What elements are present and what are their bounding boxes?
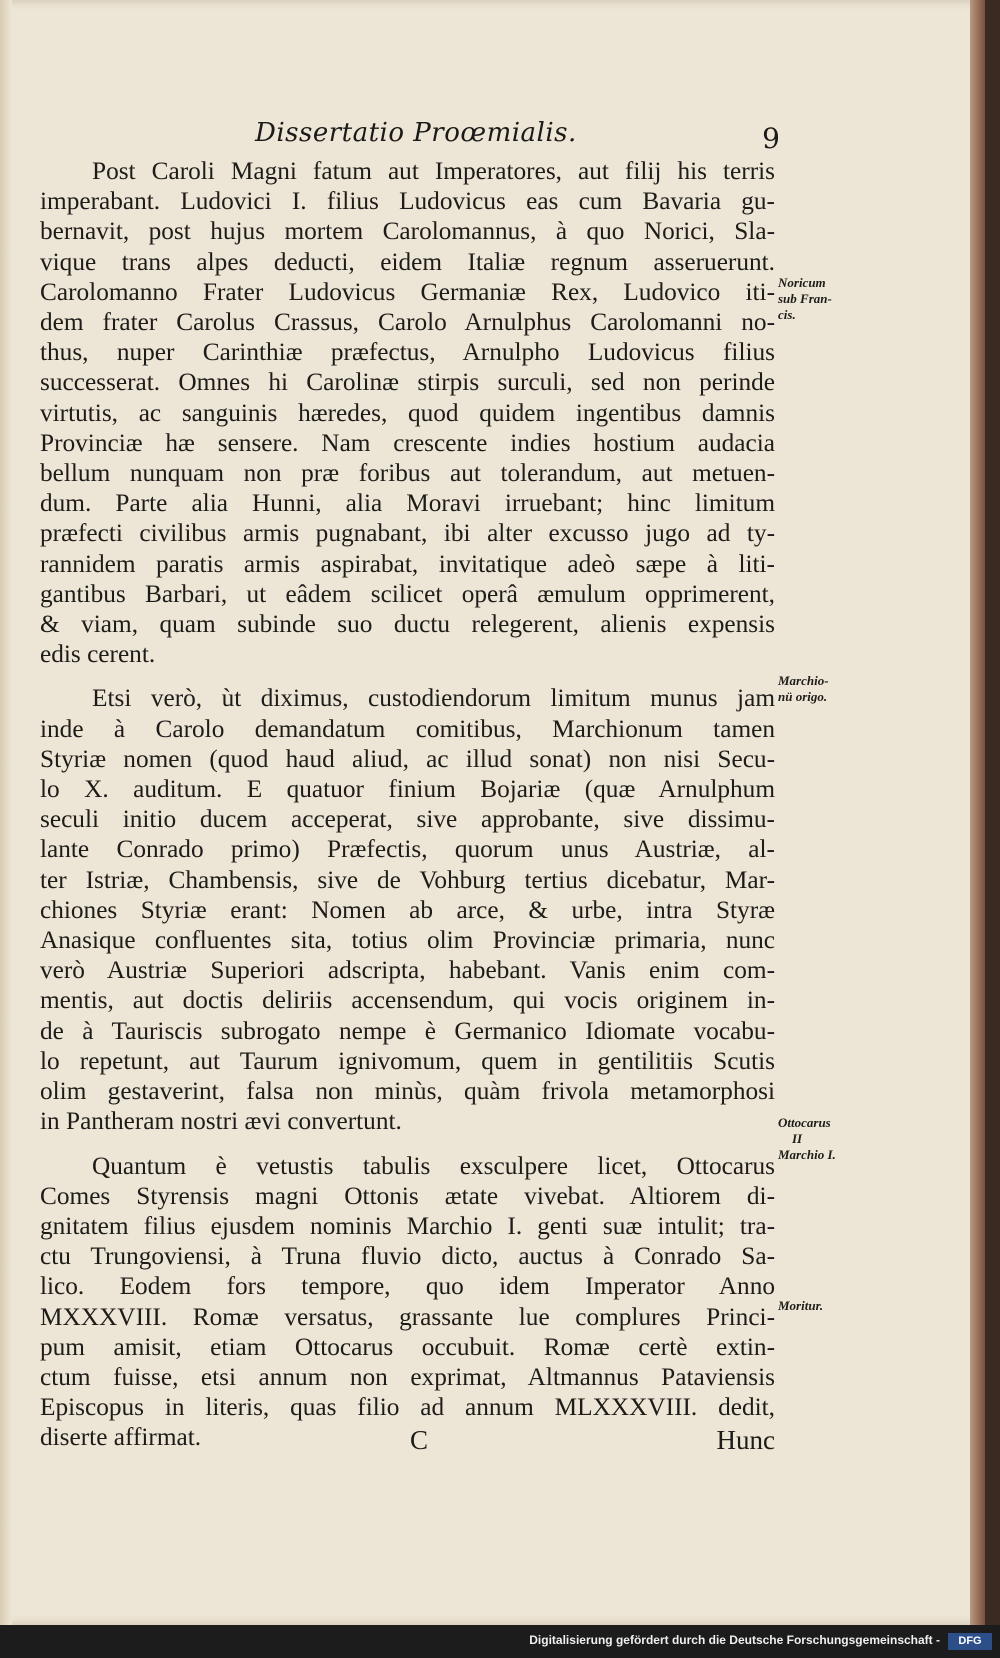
paragraph-2 (40, 683, 775, 1136)
text-line: inde à Carolo demandatum comitibus, Marchionum tamen (40, 714, 775, 743)
footer-credit: Digitalisierung gefördert durch die Deutsche Forschungsgemeinschaft - (529, 1633, 940, 1647)
text-line: thus, nuper Carinthiæ præfectus, Arnulpho Ludovicus filius (40, 338, 775, 367)
text-line: mentis, aut doctis deliriis accensendum, qui vocis originem in- (40, 986, 775, 1015)
dfg-logo[interactable]: DFG (948, 1633, 992, 1650)
text-line: gantibus Barbari, ut eâdem scilicet operâ æmulum opprimerent, (40, 579, 775, 608)
text-line: edis cerent. (40, 640, 156, 669)
text-line: in Pantheram nostri ævi convertunt. (40, 1107, 402, 1136)
text-line: gnitatem filius ejusdem nominis Marchio I. genti suæ intulit; tra- (40, 1211, 775, 1240)
main-text (40, 156, 775, 1467)
marginal-note-marchionum-origo (778, 673, 838, 705)
page-number: 9 (762, 122, 780, 155)
text-line: diserte affirmat. (40, 1423, 202, 1452)
paragraph-3 (40, 1151, 775, 1453)
text-line: Quantum è vetustis tabulis exsculpere licet, Ottocarus (92, 1151, 775, 1180)
text-line: & viam, quam subinde suo ductu relegerent, alienis expensis (40, 610, 775, 639)
text-line: ter Istriæ, Chambensis, sive de Vohburg tertius dicebatur, Mar- (40, 865, 775, 894)
text-line: vique trans alpes deducti, eidem Italiæ regnum asseruerunt. (40, 247, 775, 276)
text-line: olim gestaverint, falsa non minùs, quàm frivola metamorphosi (40, 1077, 775, 1106)
text-line: Comes Styrensis magni Ottonis ætate vivebat. Altiorem di- (40, 1181, 775, 1210)
catchword: Hunc (716, 1425, 775, 1455)
text-line: ctum fuisse, etsi annum non exprimat, Altmannus Pataviensis (40, 1362, 775, 1391)
text-line: pum amisit, etiam Ottocarus occubuit. Romæ certè extin- (40, 1332, 775, 1361)
marginal-line: Noricum (778, 275, 826, 290)
marginal-line: nü origo. (778, 689, 828, 704)
marginal-line: sub Fran- (778, 291, 832, 306)
text-line: Anasique confluentes sita, totius olim Provinciæ primaria, nunc (40, 926, 775, 955)
text-line: de à Tauriscis subrogato nempe è Germanico Idiomate vocabu- (40, 1016, 775, 1045)
marginal-line: Marchio I. (778, 1147, 836, 1162)
text-line: virtutis, ac sanguinis hæredes, quod quidem ingentibus damnis (40, 398, 775, 427)
digitization-footer (0, 1625, 1000, 1658)
text-line: lante Conrado primo) Præfectis, quorum unus Austriæ, al- (40, 835, 775, 864)
page-edge (970, 0, 985, 1625)
page-header (40, 110, 780, 155)
text-line: præfecti civilibus armis pugnabant, ibi alter excusso jugo ad ty- (40, 519, 775, 548)
marginal-note-ottocarus (778, 1115, 838, 1163)
text-line: imperabant. Ludovici I. filius Ludovicus eas cum Bavaria gu- (40, 187, 775, 216)
marginal-line: II (792, 1131, 803, 1146)
text-line: lo X. auditum. E quatuor finium Bojariæ (quæ Arnulphum (40, 775, 775, 804)
marginal-line: Ottocarus (778, 1115, 831, 1130)
text-line: Post Caroli Magni fatum aut Imperatores, aut filij his terris (92, 157, 775, 185)
text-line: successerat. Omnes hi Carolinæ stirpis surculi, sed non perinde (40, 368, 775, 397)
running-title: Dissertatio Proœmialis. (255, 118, 577, 148)
text-line: Carolomanno Frater Ludovicus Germaniæ Rex, Ludovico iti- (40, 277, 775, 306)
text-line: dem frater Carolus Crassus, Carolo Arnulphus Carolomanni no- (40, 308, 775, 337)
text-line: bernavit, post hujus mortem Carolomannus, à quo Norici, Sla- (40, 217, 775, 246)
marginal-line: Marchio- (778, 673, 829, 688)
text-line: Styriæ nomen (quod haud aliud, ac illud sonat) non nisi Secu- (40, 744, 775, 773)
text-line: verò Austriæ Superiori adscripta, habebant. Vanis enim com- (40, 956, 775, 985)
marginal-line: Moritur. (778, 1298, 824, 1313)
page-footer-catchwords (40, 1425, 775, 1465)
marginal-line: cis. (778, 307, 796, 322)
page-gutter (0, 0, 12, 1625)
text-line: bellum nunquam non præ foribus aut tolerandum, aut metuen- (40, 459, 775, 488)
text-line: lo repetunt, aut Taurum ignivomum, quem in gentilitiis Scutis (40, 1046, 775, 1075)
marginal-note-noricum (778, 275, 838, 323)
text-line: Episcopus in literis, quas filio ad annum MLXXXVIII. dedit, (40, 1393, 775, 1422)
text-line: seculi initio ducem acceperat, sive approbante, sive dissimu- (40, 805, 775, 834)
paragraph-1 (40, 156, 775, 669)
text-line: MXXXVIII. Romæ versatus, grassante lue complures Princi- (40, 1302, 775, 1331)
text-line: chiones Styriæ erant: Nomen ab arce, & urbe, intra Styræ (40, 895, 775, 924)
text-line: Etsi verò, ùt diximus, custodiendorum limitum munus jam (92, 684, 775, 713)
text-line: Provinciæ hæ sensere. Nam crescente indies hostium audacia (40, 428, 775, 457)
text-line: rannidem paratis armis aspirabat, invitatique adeò sæpe à liti- (40, 549, 775, 578)
signature-mark: C (410, 1425, 429, 1455)
text-line: ctu Trungoviensi, à Truna fluvio dicto, auctus à Conrado Sa- (40, 1242, 775, 1271)
text-line: dum. Parte alia Hunni, alia Moravi irruebant; hinc limitum (40, 489, 775, 518)
text-line: lico. Eodem fors tempore, quo idem Imperator Anno (40, 1272, 775, 1301)
marginal-note-moritur (778, 1298, 838, 1314)
